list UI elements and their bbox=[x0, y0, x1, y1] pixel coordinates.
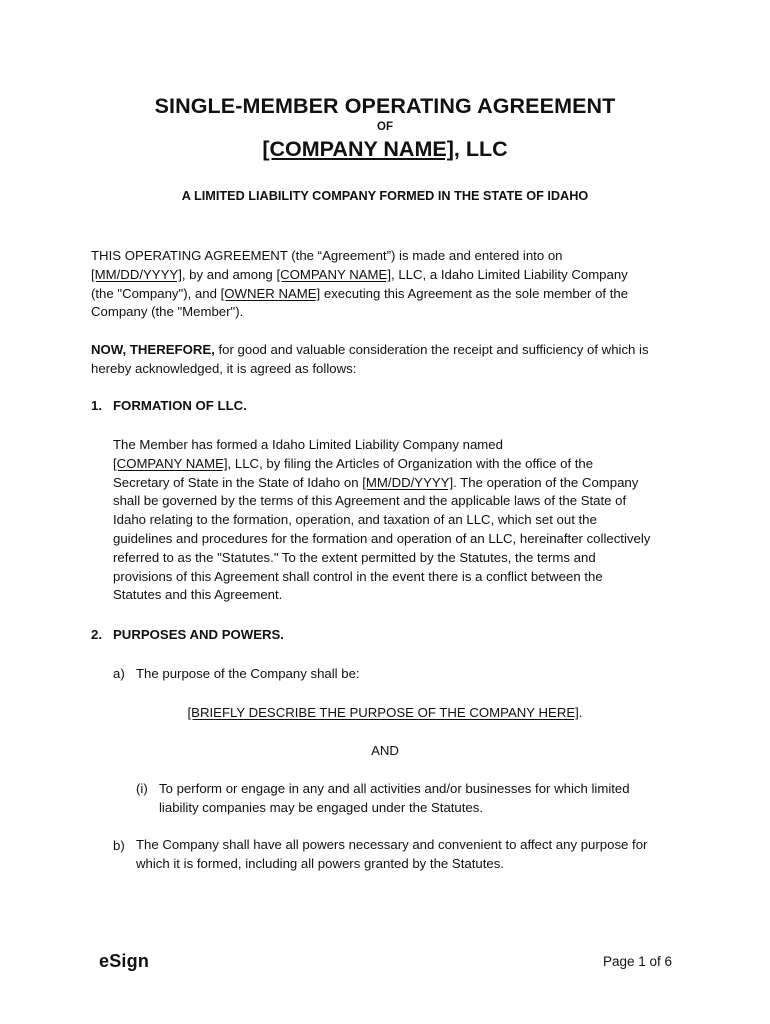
section-1-text: Secretary of State in the State of Idaho on bbox=[113, 474, 363, 490]
intro-paragraph bbox=[91, 247, 691, 322]
company-name-heading bbox=[0, 137, 770, 162]
item-i-line: To perform or engage in any and all activities and/or businesses for which limited bbox=[159, 781, 630, 796]
item-a-label: a) bbox=[113, 666, 125, 681]
section-1-text: Statutes and this Agreement. bbox=[113, 587, 283, 603]
section-1-body bbox=[113, 436, 693, 605]
esign-logo: eSign bbox=[99, 951, 150, 971]
section-1-text: shall be governed by the terms of this Agreement and the applicable laws of the State of bbox=[113, 493, 627, 509]
date-placeholder: [MM/DD/YYYY] bbox=[91, 266, 182, 282]
section-1-text: , LLC, by filing the Articles of Organization with the office of the bbox=[227, 455, 594, 471]
item-a-text: The purpose of the Company shall be: bbox=[136, 666, 360, 681]
now-therefore-text: hereby acknowledged, it is agreed as follows: bbox=[91, 360, 357, 376]
section-1-number: 1. bbox=[91, 398, 102, 413]
intro-text: THIS OPERATING AGREEMENT (the “Agreement”) is made and entered into on bbox=[91, 248, 563, 263]
now-therefore-text: for good and valuable consideration the receipt and sufficiency of which is bbox=[214, 342, 649, 357]
now-therefore-bold: NOW, THEREFORE, bbox=[91, 342, 215, 357]
section-2-number: 2. bbox=[91, 627, 102, 642]
item-b-text bbox=[136, 836, 696, 874]
item-i-line: liability companies may be engaged under the Statutes. bbox=[159, 799, 484, 815]
and-line: AND bbox=[371, 743, 399, 758]
section-1-text: The Member has formed a Idaho Limited Liability Company named bbox=[113, 437, 503, 452]
item-b-line: The Company shall have all powers necessary and convenient to affect any purpose for bbox=[136, 837, 648, 852]
intro-text: executing this Agreement as the sole member of the bbox=[320, 285, 629, 301]
intro-text: , by and among bbox=[181, 266, 277, 282]
purpose-end: . bbox=[578, 705, 583, 720]
item-b-label: b) bbox=[113, 838, 125, 853]
purpose-line bbox=[0, 705, 770, 720]
intro-text: , LLC, a Idaho Limited Liability Company bbox=[391, 266, 628, 282]
owner-name-placeholder: [OWNER NAME] bbox=[220, 285, 321, 301]
item-b-line: which it is formed, including all powers granted by the Statutes. bbox=[136, 855, 504, 871]
section-1-text: guidelines and procedures for the formation and operation of an LLC, hereinafter collectively bbox=[113, 530, 651, 546]
page-number: Page 1 of 6 bbox=[603, 954, 673, 969]
item-i-label: (i) bbox=[136, 781, 148, 796]
company-name-placeholder: [COMPANY NAME] bbox=[276, 266, 391, 282]
item-i-text bbox=[159, 780, 699, 818]
section-1-heading: FORMATION OF LLC. bbox=[113, 398, 247, 413]
now-therefore-paragraph bbox=[91, 341, 691, 379]
company-name-placeholder: [COMPANY NAME] bbox=[262, 137, 454, 161]
date-placeholder: [MM/DD/YYYY] bbox=[362, 474, 454, 490]
section-1-text: Idaho relating to the formation, operation, and taxation of an LLC, which set out the bbox=[113, 512, 597, 528]
company-suffix: , LLC bbox=[453, 137, 508, 161]
intro-text: Company (the "Member"). bbox=[91, 304, 244, 320]
document-of: OF bbox=[377, 121, 393, 133]
purpose-placeholder: [BRIEFLY DESCRIBE THE PURPOSE OF THE COMPANY HERE] bbox=[187, 705, 579, 720]
document-title: SINGLE-MEMBER OPERATING AGREEMENT bbox=[154, 94, 616, 118]
section-1-text: provisions of this Agreement shall control in the event there is a conflict between the bbox=[113, 568, 603, 584]
intro-text: (the "Company"), and bbox=[91, 285, 221, 301]
document-subtitle: A LIMITED LIABILITY COMPANY FORMED IN THE STATE OF IDAHO bbox=[181, 189, 589, 203]
section-1-text: referred to as the "Statutes." To the extent permitted by the Statutes, the terms and bbox=[113, 549, 596, 565]
section-1-text: . The operation of the Company bbox=[453, 474, 639, 490]
section-2-heading: PURPOSES AND POWERS. bbox=[113, 627, 284, 642]
company-name-placeholder: [COMPANY NAME] bbox=[113, 455, 228, 471]
